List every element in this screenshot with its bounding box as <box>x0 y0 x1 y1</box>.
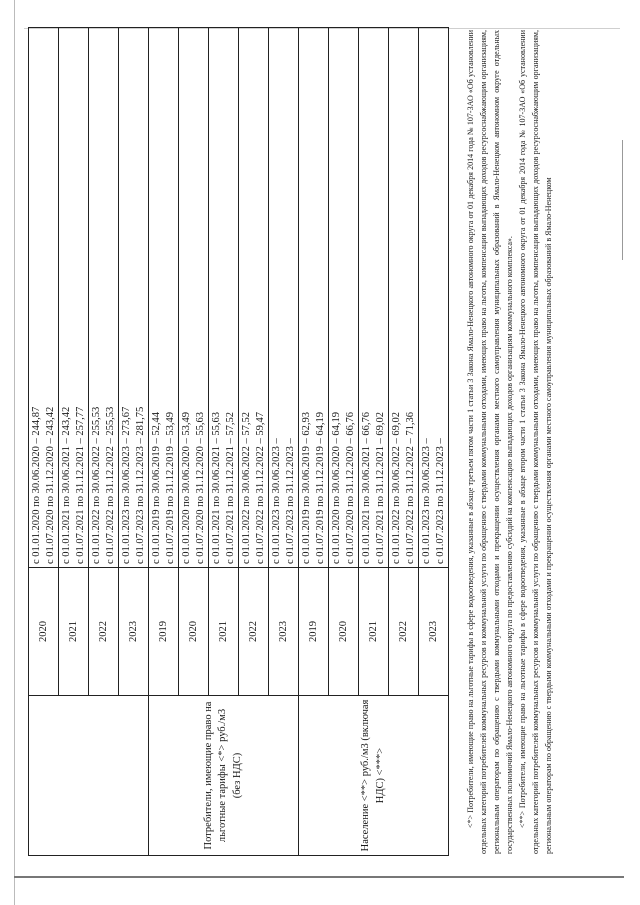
tariff-period: с 01.01.2020 по 30.06.2020 – 64,19 <box>330 411 342 564</box>
tariff-period: с 01.07.2020 по 31.12.2020 – 66,76 <box>344 411 356 564</box>
category-cell: Население <**> руб./м3 (включая НДС) <***> <box>299 696 449 856</box>
tariff-period: с 01.01.2022 по 30.06.2022 – 69,02 <box>390 411 402 564</box>
year-cell: 2019 <box>149 568 179 696</box>
year-cell: 2022 <box>89 568 119 696</box>
rotated-document-page <box>10 22 625 862</box>
tariff-period: с 01.01.2020 по 30.06.2020 – 53,49 <box>180 411 192 564</box>
tariff-period: с 01.01.2019 по 30.06.2019 – 52,44 <box>150 411 162 564</box>
period-cell <box>269 28 299 568</box>
tariff-period: с 01.01.2021 по 30.06.2021 – 66,76 <box>360 411 372 564</box>
tariff-period: с 01.07.2022 по 31.12.2022 – 255,53 <box>104 406 116 564</box>
year-cell: 2022 <box>239 568 269 696</box>
tariff-period: с 01.01.2023 по 30.06.2023 – 273,67 <box>120 406 132 564</box>
period-cell <box>29 28 59 568</box>
tariff-period: с 01.07.2019 по 31.12.2019 – 53,49 <box>164 411 176 564</box>
tariff-period: с 01.01.2019 по 30.06.2019 – 62,93 <box>300 411 312 564</box>
tariff-period: с 01.07.2023 по 31.12.2023 – <box>284 438 296 564</box>
tariff-period: с 01.07.2022 по 31.12.2022 – 71,36 <box>404 411 416 564</box>
tariff-table <box>28 27 449 856</box>
period-cell <box>179 28 209 568</box>
period-cell <box>89 28 119 568</box>
year-cell: 2021 <box>209 568 239 696</box>
year-cell: 2020 <box>29 568 59 696</box>
table-row <box>149 28 179 856</box>
footnote-1: <*> Потребители, имеющие право на льготные тарифы в сфере водоотведения, указанные в абзаце третьем пятом части 1 статьи 3 Закона Ямало-Ненецкого автономного округа от 01 декабря 2014 года № 107-ЗАО «Об установлении отдельных категорий потребителей коммунальных ресурсов и коммунальной услуги по обращению с твердыми коммунальными отходами, имеющих право на льготы, компенсации выпадающих доходов ресурсоснабжающим организациям, региональным операторам по обращению с твердыми коммунальными отходами и прекращении осуществления органами местного самоуправления муниципальных образований в Ямало-Ненецком автономном округе отдельных государственных полномочий Ямало-Ненецкого автономного округа по предоставлению субсидий на компенсацию выпадающих доходов организациям коммунального комплекса». <box>466 30 514 854</box>
category-cell <box>29 696 149 856</box>
year-cell: 2022 <box>389 568 419 696</box>
tariff-period: с 01.01.2023 по 30.06.2023 – <box>270 438 282 564</box>
period-cell <box>149 28 179 568</box>
tariff-period: с 01.01.2022 по 30.06.2022 – 57,52 <box>240 411 252 564</box>
tariff-period: с 01.01.2021 по 30.06.2021 – 55,63 <box>210 411 222 564</box>
period-cell <box>119 28 149 568</box>
tariff-period: с 01.01.2020 по 30.06.2020 – 244,87 <box>30 406 42 564</box>
year-cell: 2023 <box>419 568 449 696</box>
year-cell: 2020 <box>329 568 359 696</box>
tariff-period: с 01.07.2019 по 31.12.2019 – 64,19 <box>314 411 326 564</box>
year-cell: 2019 <box>299 568 329 696</box>
tariff-period: с 01.01.2023 по 30.06.2023 – <box>420 438 432 564</box>
year-cell: 2023 <box>119 568 149 696</box>
period-cell <box>239 28 269 568</box>
tariff-period: с 01.07.2021 по 31.12.2021 – 57,52 <box>224 411 236 564</box>
period-cell <box>419 28 449 568</box>
tariff-period: с 01.07.2021 по 31.12.2021 – 69,02 <box>374 411 386 564</box>
footnote-2: <**> Потребители, имеющие право на льготные тарифы в сфере водоотведения, указанные в абзаце втором части 1 статьи 3 Закона Ямало-Ненецкого автономного округа от 01 декабря 2014 года № 107-ЗАО «Об установлении отдельных категорий потребителей коммунальных ресурсов и коммунальной услуги по обращению с твердыми коммунальными отходами, имеющих право на льготы, компенсации выпадающих доходов ресурсоснабжающим организациям, региональным операторам по обращению с твердыми коммунальными отходами и прекращении осуществления органами местного самоуправления муниципальных образований в Ямало-Ненецком <box>518 30 553 854</box>
tariff-period: с 01.01.2021 по 30.06.2021 – 243,42 <box>60 406 72 564</box>
tariff-period: с 01.07.2023 по 31.12.2023 – <box>434 438 446 564</box>
tariff-period: с 01.07.2022 по 31.12.2022 – 59,47 <box>254 411 266 564</box>
scan-edge-bottom <box>14 876 624 878</box>
category-cell: Потребители, имеющие право на льготные тарифы <*> руб./м3 (без НДС) <box>149 696 299 856</box>
tariff-period: с 01.07.2023 по 31.12.2023 – 281,75 <box>134 406 146 564</box>
period-cell <box>329 28 359 568</box>
tariff-period: с 01.07.2021 по 31.12.2021 – 257,77 <box>74 406 86 564</box>
year-cell: 2021 <box>59 568 89 696</box>
period-cell <box>299 28 329 568</box>
table-row <box>299 28 329 856</box>
table-row <box>29 28 59 856</box>
period-cell <box>209 28 239 568</box>
year-cell: 2023 <box>269 568 299 696</box>
tariff-period: с 01.01.2022 по 30.06.2022 – 255,53 <box>90 406 102 564</box>
period-cell <box>389 28 419 568</box>
period-cell <box>359 28 389 568</box>
year-cell: 2021 <box>359 568 389 696</box>
year-cell: 2020 <box>179 568 209 696</box>
tariff-period: с 01.07.2020 по 31.12.2020 – 55,63 <box>194 411 206 564</box>
tariff-period: с 01.07.2020 по 31.12.2020 – 243,42 <box>44 406 56 564</box>
period-cell <box>59 28 89 568</box>
footnotes <box>464 30 555 854</box>
